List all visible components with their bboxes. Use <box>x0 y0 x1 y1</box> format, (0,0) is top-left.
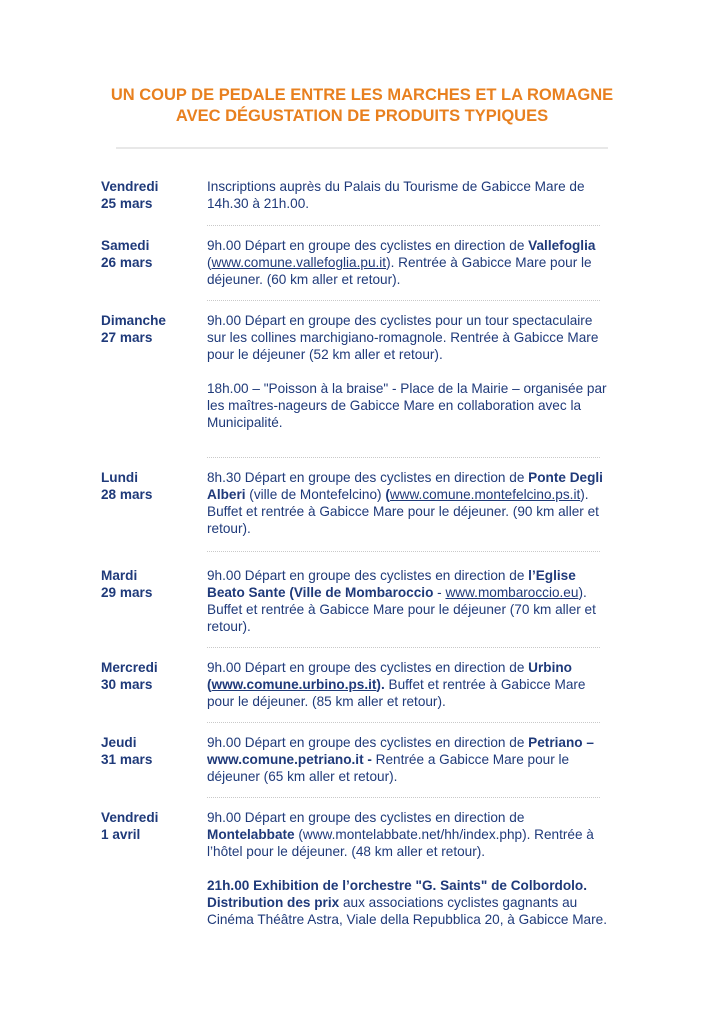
description-text: (ville de Montefelcino) <box>245 487 386 502</box>
destination-name: Ponte Degli Alberi <box>207 470 603 502</box>
title-line-1: UN COUP DE PEDALE ENTRE LES MARCHES ET LA ROMAGNE <box>110 86 614 104</box>
day-date: 27 mars <box>101 330 153 345</box>
day-date: 30 mars <box>101 677 153 692</box>
day-name: Vendredi <box>101 810 159 825</box>
day-description <box>207 178 607 212</box>
day-description <box>207 469 607 537</box>
website-link[interactable]: www.comune.urbino.ps.it <box>211 677 377 692</box>
description-text: 18h.00 – "Poisson à la braise" - Place de la Mairie – organisée par les maîtres-nageurs de Gabicce Mare en collaboration avec la Municipalité. <box>207 381 607 430</box>
description-paragraph <box>207 380 607 431</box>
separator <box>207 647 600 648</box>
description-paragraph <box>207 734 607 785</box>
day-date: 26 mars <box>101 255 153 270</box>
website-link[interactable]: www.comune.montefelcino.ps.it <box>389 487 581 502</box>
description-text: 9h.00 Départ en groupe des cyclistes en direction de <box>207 660 529 675</box>
description-text: - <box>433 585 446 600</box>
title-line-2: AVEC DÉGUSTATION DE PRODUITS TYPIQUES <box>175 107 549 125</box>
day-label <box>101 312 201 346</box>
day-label <box>101 809 201 843</box>
separator <box>207 551 600 552</box>
description-text: ). Buffet et rentrée à Gabicce Mare pour le déjeuner (70 km aller et retour). <box>207 585 596 634</box>
day-label <box>101 469 201 503</box>
destination-name: Montelabbate <box>207 827 295 842</box>
day-date: 31 mars <box>101 752 153 767</box>
description-text: ). <box>376 677 385 692</box>
day-name: Dimanche <box>101 313 166 328</box>
day-label <box>101 237 201 271</box>
day-label <box>101 567 201 601</box>
day-name: Vendredi <box>101 179 159 194</box>
description-text: ( <box>385 487 390 502</box>
day-description <box>207 659 607 710</box>
event-highlight: 21h.00 Exhibition de l’orchestre "G. Saints" de Colbordolo. Distribution des prix <box>207 878 587 910</box>
day-description <box>207 312 607 431</box>
day-name: Mercredi <box>101 660 158 675</box>
description-paragraph <box>207 567 607 635</box>
description-text: ( <box>207 255 212 270</box>
day-description <box>207 237 607 288</box>
day-date: 29 mars <box>101 585 153 600</box>
page-title <box>60 85 664 127</box>
destination-name: Urbino ( <box>207 660 572 692</box>
day-label <box>101 734 201 768</box>
day-date: 25 mars <box>101 196 153 211</box>
day-label <box>101 178 201 212</box>
destination-name: Petriano – www.comune.petriano.it - <box>207 735 594 767</box>
description-paragraph <box>207 237 607 288</box>
destination-name: Vallefoglia <box>528 238 596 253</box>
description-paragraph <box>207 659 607 710</box>
day-name: Mardi <box>101 568 138 583</box>
description-paragraph <box>207 809 607 860</box>
day-description <box>207 809 607 928</box>
website-link[interactable]: www.mombaroccio.eu <box>445 585 579 600</box>
description-text: Inscriptions auprès du Palais du Tourisme de Gabicce Mare de 14h.30 à 21h.00. <box>207 179 585 211</box>
day-date: 1 avril <box>101 827 141 842</box>
separator <box>207 457 600 458</box>
day-description <box>207 567 607 635</box>
description-text: 9h.00 Départ en groupe des cyclistes en direction de <box>207 568 529 583</box>
destination-name: l’Eglise Beato Sante (Ville de Mombaroccio <box>207 568 576 600</box>
separator <box>207 797 600 798</box>
description-text: 9h.00 Départ en groupe des cyclistes pour un tour spectaculaire sur les collines marchigiano-romagnole. Rentrée à Gabicce Mare pour le déjeuner (52 km aller et retour). <box>207 313 599 362</box>
description-text: ). Buffet et rentrée à Gabicce Mare pour le déjeuner. (90 km aller et retour). <box>207 487 599 536</box>
separator <box>207 300 600 301</box>
description-text: aux associations cyclistes gagnants au Cinéma Théâtre Astra, Viale della Repubblica 20, à Gabicce Mare. <box>207 895 607 927</box>
day-label <box>101 659 201 693</box>
description-text: 9h.00 Départ en groupe des cyclistes en direction de <box>207 735 529 750</box>
day-date: 28 mars <box>101 487 153 502</box>
day-name: Lundi <box>101 470 138 485</box>
separator <box>207 722 600 723</box>
title-divider <box>116 147 608 149</box>
day-name: Samedi <box>101 238 150 253</box>
description-text: Rentrée a Gabicce Mare pour le déjeuner (65 km aller et retour). <box>207 752 570 784</box>
description-text: (www.montelabbate.net/hh/index.php). Rentrée à l’hôtel pour le déjeuner. (48 km aller et retour). <box>207 827 594 859</box>
description-paragraph <box>207 469 607 537</box>
description-text: 8h.30 Départ en groupe des cyclistes en direction de <box>207 470 529 485</box>
separator <box>207 225 600 226</box>
description-paragraph <box>207 877 607 928</box>
description-text: 9h.00 Départ en groupe des cyclistes en direction de <box>207 810 525 825</box>
description-paragraph <box>207 312 607 363</box>
day-description <box>207 734 607 785</box>
description-text: ). Rentrée à Gabicce Mare pour le déjeuner. (60 km aller et retour). <box>207 255 592 287</box>
description-text: Buffet et rentrée à Gabicce Mare pour le déjeuner. (85 km aller et retour). <box>207 677 586 709</box>
website-link[interactable]: www.comune.vallefoglia.pu.it <box>211 255 387 270</box>
description-paragraph <box>207 178 607 212</box>
description-text: 9h.00 Départ en groupe des cyclistes en direction de <box>207 238 529 253</box>
day-name: Jeudi <box>101 735 137 750</box>
